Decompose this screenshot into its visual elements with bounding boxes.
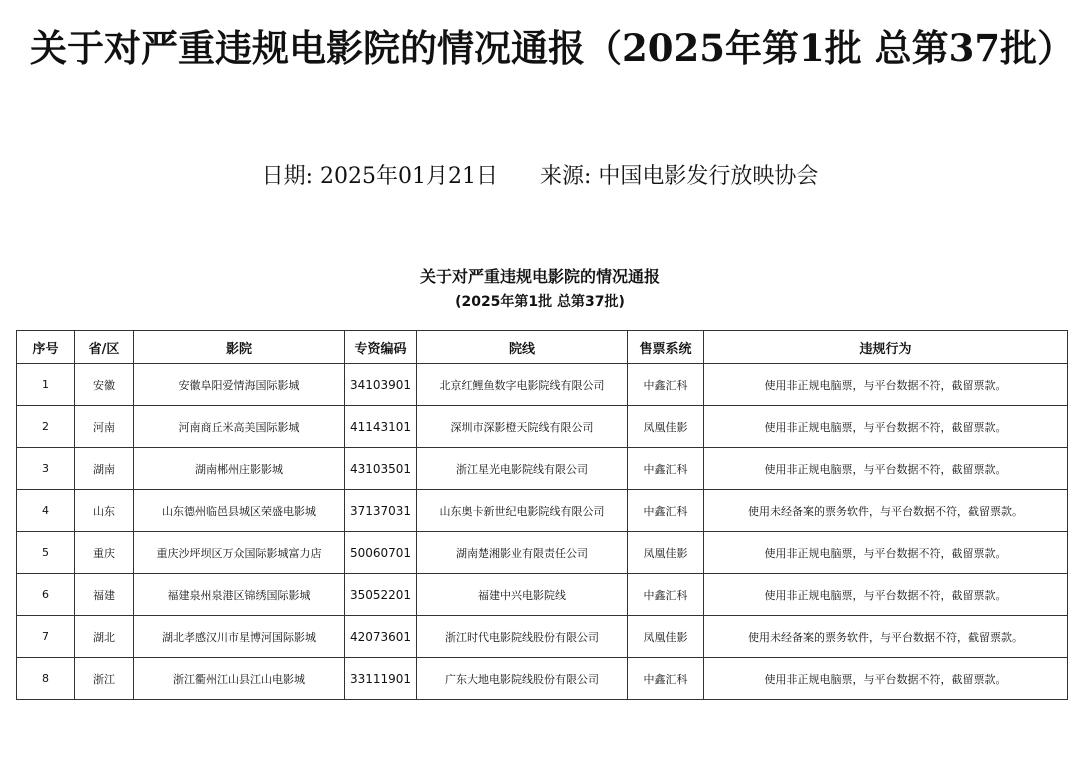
cell-no: 4 bbox=[17, 490, 75, 532]
cell-violation: 使用非正规电脑票，与平台数据不符，截留票款。 bbox=[704, 574, 1068, 616]
cell-ticket-system: 凤凰佳影 bbox=[628, 406, 704, 448]
table-row bbox=[17, 532, 1068, 574]
cell-cinema: 安徽阜阳爱情海国际影城 bbox=[134, 364, 345, 406]
table-row bbox=[17, 364, 1068, 406]
cell-no: 2 bbox=[17, 406, 75, 448]
cell-province: 重庆 bbox=[75, 532, 134, 574]
cell-ticket-system: 中鑫汇科 bbox=[628, 364, 704, 406]
cell-violation: 使用非正规电脑票，与平台数据不符，截留票款。 bbox=[704, 448, 1068, 490]
document-meta bbox=[0, 160, 1080, 194]
cell-no: 3 bbox=[17, 448, 75, 490]
column-header-province: 省/区 bbox=[75, 331, 134, 364]
cell-code: 41143101 bbox=[345, 406, 417, 448]
source-value: 中国电影发行放映协会 bbox=[598, 164, 819, 189]
table-header-row bbox=[17, 331, 1068, 364]
report-title: 关于对严重违规电影院的情况通报 bbox=[419, 267, 660, 286]
cell-cinema: 湖南郴州庄影影城 bbox=[134, 448, 345, 490]
cell-no: 1 bbox=[17, 364, 75, 406]
cell-province: 福建 bbox=[75, 574, 134, 616]
cell-violation: 使用非正规电脑票，与平台数据不符，截留票款。 bbox=[704, 532, 1068, 574]
column-header-code: 专资编码 bbox=[345, 331, 417, 364]
cell-cinema: 山东德州临邑县城区荣盛电影城 bbox=[134, 490, 345, 532]
cell-cinema: 浙江衢州江山县江山电影城 bbox=[134, 658, 345, 700]
cell-violation: 使用非正规电脑票，与平台数据不符，截留票款。 bbox=[704, 406, 1068, 448]
cell-cinema: 湖北孝感汉川市星博河国际影城 bbox=[134, 616, 345, 658]
cell-code: 43103501 bbox=[345, 448, 417, 490]
cell-violation: 使用非正规电脑票，与平台数据不符，截留票款。 bbox=[704, 658, 1068, 700]
cell-violation: 使用未经备案的票务软件，与平台数据不符，截留票款。 bbox=[704, 490, 1068, 532]
cell-no: 5 bbox=[17, 532, 75, 574]
cell-province: 湖北 bbox=[75, 616, 134, 658]
report-batch: (2025年第1批 总第37批) bbox=[455, 294, 625, 310]
column-header-ticket-system: 售票系统 bbox=[628, 331, 704, 364]
table-row bbox=[17, 406, 1068, 448]
cell-no: 6 bbox=[17, 574, 75, 616]
cell-ticket-system: 中鑫汇科 bbox=[628, 490, 704, 532]
cell-ticket-system: 中鑫汇科 bbox=[628, 658, 704, 700]
table-row bbox=[17, 574, 1068, 616]
cell-no: 7 bbox=[17, 616, 75, 658]
cell-province: 湖南 bbox=[75, 448, 134, 490]
cell-cinema: 河南商丘米高美国际影城 bbox=[134, 406, 345, 448]
column-header-no: 序号 bbox=[17, 331, 75, 364]
column-header-violation: 违规行为 bbox=[704, 331, 1068, 364]
cell-code: 42073601 bbox=[345, 616, 417, 658]
table-row bbox=[17, 490, 1068, 532]
cell-code: 33111901 bbox=[345, 658, 417, 700]
cell-province: 河南 bbox=[75, 406, 134, 448]
cell-code: 34103901 bbox=[345, 364, 417, 406]
violation-table bbox=[16, 330, 1068, 700]
cell-chain: 湖南楚湘影业有限责任公司 bbox=[417, 532, 628, 574]
table-row bbox=[17, 658, 1068, 700]
page-title: 关于对严重违规电影院的情况通报（2025年第1批 总第37批） bbox=[30, 26, 1075, 70]
cell-province: 安徽 bbox=[75, 364, 134, 406]
cell-ticket-system: 凤凰佳影 bbox=[628, 616, 704, 658]
date-label: 日期: bbox=[261, 164, 313, 189]
cell-ticket-system: 中鑫汇科 bbox=[628, 574, 704, 616]
cell-no: 8 bbox=[17, 658, 75, 700]
cell-cinema: 重庆沙坪坝区万众国际影城富力店 bbox=[134, 532, 345, 574]
cell-cinema: 福建泉州泉港区锦绣国际影城 bbox=[134, 574, 345, 616]
cell-chain: 福建中兴电影院线 bbox=[417, 574, 628, 616]
cell-province: 浙江 bbox=[75, 658, 134, 700]
cell-chain: 深圳市深影橙天院线有限公司 bbox=[417, 406, 628, 448]
cell-chain: 浙江星光电影院线有限公司 bbox=[417, 448, 628, 490]
date-value: 2025年01月21日 bbox=[320, 164, 498, 189]
cell-violation: 使用非正规电脑票，与平台数据不符，截留票款。 bbox=[704, 364, 1068, 406]
cell-violation: 使用未经备案的票务软件，与平台数据不符，截留票款。 bbox=[704, 616, 1068, 658]
cell-ticket-system: 中鑫汇科 bbox=[628, 448, 704, 490]
cell-chain: 山东奥卡新世纪电影院线有限公司 bbox=[417, 490, 628, 532]
source-label: 来源: bbox=[539, 164, 592, 189]
cell-code: 50060701 bbox=[345, 532, 417, 574]
column-header-chain: 院线 bbox=[417, 331, 628, 364]
cell-chain: 北京红鲤鱼数字电影院线有限公司 bbox=[417, 364, 628, 406]
table-row bbox=[17, 448, 1068, 490]
column-header-cinema: 影院 bbox=[134, 331, 345, 364]
cell-code: 35052201 bbox=[345, 574, 417, 616]
table-row bbox=[17, 616, 1068, 658]
cell-chain: 浙江时代电影院线股份有限公司 bbox=[417, 616, 628, 658]
cell-chain: 广东大地电影院线股份有限公司 bbox=[417, 658, 628, 700]
cell-ticket-system: 凤凰佳影 bbox=[628, 532, 704, 574]
cell-province: 山东 bbox=[75, 490, 134, 532]
cell-code: 37137031 bbox=[345, 490, 417, 532]
